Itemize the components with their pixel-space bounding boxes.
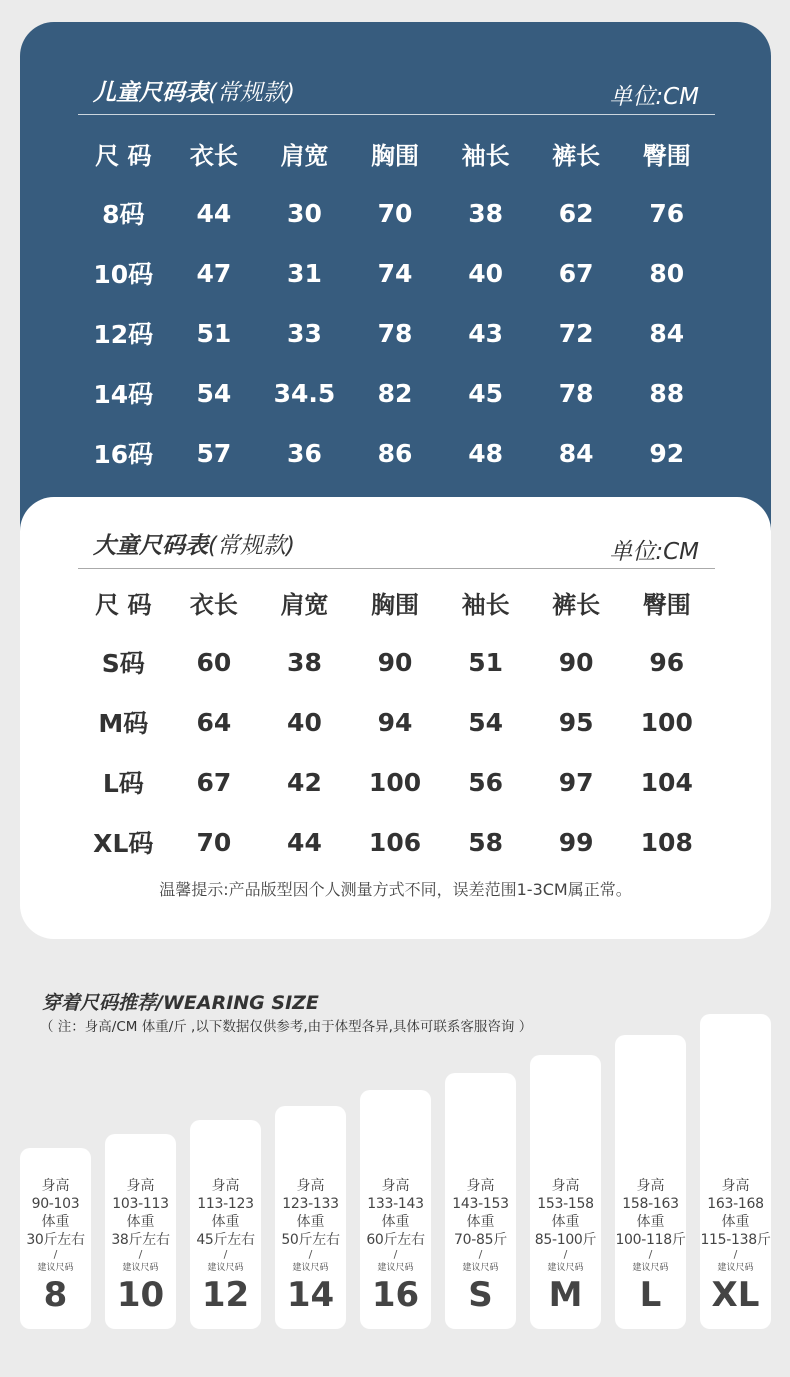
kids-value-cell: 62 — [558, 198, 594, 228]
teen-value-cell: 96 — [649, 647, 685, 677]
separator-slash: / — [138, 1248, 143, 1261]
kids-value-cell: 84 — [649, 318, 685, 348]
teen-value-cell: 99 — [558, 827, 594, 857]
kids-value-cell: 92 — [649, 438, 685, 468]
kids-table-unit: 单位:CM — [609, 84, 699, 110]
teen-value-cell: 100 — [368, 767, 422, 797]
teen-table-row — [78, 692, 712, 752]
height-range: 143-153 — [452, 1196, 509, 1212]
teen-value-cell: 106 — [368, 827, 422, 857]
kids-table-row — [78, 423, 712, 483]
kids-header-cell: 胸围 — [371, 141, 420, 170]
kids-table-row — [78, 363, 712, 423]
weight-label: 体重 — [296, 1214, 325, 1230]
teen-value-cell: 108 — [640, 827, 693, 857]
teen-value-cell: 94 — [377, 707, 413, 737]
kids-value-cell: 45 — [468, 378, 503, 408]
recommended-size: 16 — [371, 1275, 420, 1315]
kids-size-cell: 16码 — [93, 440, 154, 469]
kids-size-panel — [20, 22, 771, 552]
teen-value-cell: 51 — [468, 647, 503, 677]
recommended-size: 8 — [43, 1275, 68, 1315]
weight-range: 38斤左右 — [111, 1232, 170, 1248]
teen-header-cell: 尺 码 — [95, 590, 152, 619]
teen-value-cell: 67 — [196, 767, 232, 797]
weight-label: 体重 — [126, 1214, 155, 1230]
weight-label: 体重 — [381, 1214, 410, 1230]
kids-value-cell: 44 — [196, 198, 232, 228]
height-label: 身高 — [296, 1178, 325, 1194]
kids-value-cell: 78 — [558, 378, 594, 408]
recommended-size: 10 — [116, 1275, 165, 1315]
teen-value-cell: 90 — [377, 647, 413, 677]
teen-value-cell: 90 — [558, 647, 594, 677]
kids-value-cell: 33 — [287, 318, 322, 348]
height-range: 90-103 — [31, 1196, 80, 1212]
weight-range: 30斤左右 — [26, 1232, 85, 1248]
kids-value-cell: 40 — [468, 258, 503, 288]
teen-header-cell: 肩宽 — [280, 590, 329, 619]
teen-value-cell: 70 — [196, 827, 232, 857]
wearing-size-note: （ 注：身高/CM 体重/斤 ,以下数据仅供参考,由于体型各异,具体可联系客服咨询 ） — [40, 1019, 533, 1035]
kids-value-cell: 30 — [287, 198, 322, 228]
teen-table-row — [78, 632, 712, 692]
height-range: 113-123 — [197, 1196, 254, 1212]
kids-value-cell: 80 — [649, 258, 685, 288]
teen-size-cell: XL码 — [93, 829, 154, 858]
kids-value-cell: 82 — [377, 378, 413, 408]
weight-label: 体重 — [211, 1214, 240, 1230]
kids-header-cell: 肩宽 — [280, 141, 329, 170]
kids-value-cell: 78 — [377, 318, 413, 348]
kids-value-cell: 84 — [558, 438, 594, 468]
weight-range: 50斤左右 — [281, 1232, 340, 1248]
recommended-size-label: 建议尺码 — [207, 1263, 244, 1273]
kids-value-cell: 74 — [377, 258, 413, 288]
measurement-tip: 温馨提示:产品版型因个人测量方式不同，误差范围1-3CM属正常。 — [159, 880, 632, 899]
kids-header-row — [78, 123, 712, 183]
wearing-size-title: 穿着尺码推荐/WEARING SIZE — [42, 992, 319, 1014]
teen-value-cell: 100 — [640, 707, 693, 737]
kids-value-cell: 38 — [468, 198, 503, 228]
recommended-size-label: 建议尺码 — [122, 1263, 159, 1273]
height-label: 身高 — [721, 1178, 750, 1194]
kids-value-cell: 36 — [287, 438, 322, 468]
height-label: 身高 — [636, 1178, 665, 1194]
recommended-size-label: 建议尺码 — [377, 1263, 414, 1273]
kids-header-cell: 尺 码 — [95, 141, 152, 170]
recommended-size: 12 — [201, 1275, 250, 1315]
teen-value-cell: 64 — [196, 707, 232, 737]
kids-value-cell: 72 — [558, 318, 594, 348]
kids-value-cell: 43 — [468, 318, 503, 348]
kids-table-row — [78, 243, 712, 303]
size-card — [530, 1055, 601, 1329]
teen-value-cell: 97 — [558, 767, 594, 797]
separator-slash: / — [563, 1248, 568, 1261]
teen-table-title: 大童尺码表(常规款) — [93, 533, 295, 559]
teen-size-cell: M码 — [98, 709, 149, 738]
recommended-size: 14 — [286, 1275, 335, 1315]
teen-header-cell: 袖长 — [461, 590, 510, 619]
kids-value-cell: 31 — [287, 258, 322, 288]
weight-range: 100-118斤 — [615, 1232, 686, 1248]
weight-label: 体重 — [551, 1214, 580, 1230]
teen-value-cell: 38 — [287, 647, 322, 677]
height-range: 153-158 — [537, 1196, 594, 1212]
size-card — [360, 1090, 431, 1329]
recommended-size: L — [639, 1275, 662, 1315]
height-label: 身高 — [126, 1178, 155, 1194]
height-range: 158-163 — [622, 1196, 679, 1212]
separator-slash: / — [733, 1248, 738, 1261]
teen-table-row — [78, 752, 712, 812]
kids-value-cell: 34.5 — [273, 378, 336, 408]
recommended-size: S — [468, 1275, 493, 1315]
kids-size-cell: 10码 — [93, 260, 154, 289]
size-card — [190, 1120, 261, 1329]
teen-header-cell: 臀围 — [642, 590, 691, 619]
height-range: 103-113 — [112, 1196, 169, 1212]
recommended-size-label: 建议尺码 — [462, 1263, 499, 1273]
recommended-size: XL — [711, 1275, 760, 1315]
recommended-size: M — [548, 1275, 583, 1315]
teen-value-cell: 42 — [287, 767, 322, 797]
recommended-size-label: 建议尺码 — [632, 1263, 669, 1273]
kids-value-cell: 51 — [196, 318, 232, 348]
kids-value-cell: 70 — [377, 198, 413, 228]
kids-size-cell: 14码 — [93, 380, 154, 409]
height-label: 身高 — [211, 1178, 240, 1194]
kids-size-cell: 8码 — [102, 200, 145, 229]
teen-value-cell: 60 — [196, 647, 232, 677]
weight-range: 70-85斤 — [454, 1232, 507, 1248]
size-card — [275, 1106, 346, 1329]
teen-size-cell: L码 — [102, 769, 144, 798]
kids-value-cell: 76 — [649, 198, 685, 228]
recommended-size-label: 建议尺码 — [547, 1263, 584, 1273]
teen-table-row — [78, 812, 712, 872]
size-card — [700, 1014, 771, 1329]
teen-size-panel — [20, 497, 771, 939]
teen-table-divider — [78, 568, 715, 569]
kids-value-cell: 67 — [558, 258, 594, 288]
weight-label: 体重 — [636, 1214, 665, 1230]
kids-value-cell: 48 — [468, 438, 503, 468]
height-range: 133-143 — [367, 1196, 424, 1212]
separator-slash: / — [648, 1248, 653, 1261]
kids-value-cell: 88 — [649, 378, 685, 408]
size-card — [445, 1073, 516, 1329]
kids-size-cell: 12码 — [93, 320, 154, 349]
teen-header-cell: 裤长 — [552, 590, 601, 619]
weight-label: 体重 — [41, 1214, 70, 1230]
size-card — [615, 1035, 686, 1329]
separator-slash: / — [478, 1248, 483, 1261]
recommended-size-label: 建议尺码 — [37, 1263, 74, 1273]
teen-value-cell: 56 — [468, 767, 503, 797]
kids-value-cell: 86 — [377, 438, 413, 468]
teen-value-cell: 95 — [558, 707, 594, 737]
height-range: 163-168 — [707, 1196, 764, 1212]
separator-slash: / — [53, 1248, 58, 1261]
teen-size-table — [78, 572, 712, 872]
weight-range: 60斤左右 — [366, 1232, 425, 1248]
teen-header-cell: 衣长 — [189, 590, 238, 619]
kids-value-cell: 57 — [196, 438, 232, 468]
height-range: 123-133 — [282, 1196, 339, 1212]
height-label: 身高 — [41, 1178, 70, 1194]
kids-header-cell: 臀围 — [642, 141, 691, 170]
separator-slash: / — [223, 1248, 228, 1261]
kids-table-row — [78, 183, 712, 243]
teen-header-row — [78, 572, 712, 632]
height-label: 身高 — [466, 1178, 495, 1194]
weight-label: 体重 — [721, 1214, 750, 1230]
height-label: 身高 — [551, 1178, 580, 1194]
kids-value-cell: 47 — [196, 258, 232, 288]
separator-slash: / — [308, 1248, 313, 1261]
size-card — [105, 1134, 176, 1329]
teen-table-unit: 单位:CM — [609, 539, 699, 565]
weight-range: 115-138斤 — [700, 1232, 771, 1248]
separator-slash: / — [393, 1248, 398, 1261]
kids-header-cell: 裤长 — [552, 141, 601, 170]
teen-size-cell: S码 — [101, 649, 145, 678]
teen-value-cell: 54 — [468, 707, 503, 737]
kids-table-row — [78, 303, 712, 363]
teen-value-cell: 58 — [468, 827, 503, 857]
recommended-size-label: 建议尺码 — [717, 1263, 754, 1273]
teen-value-cell: 104 — [640, 767, 693, 797]
teen-value-cell: 44 — [287, 827, 322, 857]
kids-value-cell: 54 — [196, 378, 232, 408]
weight-range: 45斤左右 — [196, 1232, 255, 1248]
teen-header-cell: 胸围 — [371, 590, 420, 619]
kids-header-cell: 袖长 — [461, 141, 510, 170]
size-card — [20, 1148, 91, 1329]
teen-value-cell: 40 — [287, 707, 322, 737]
kids-size-table — [78, 123, 712, 483]
weight-label: 体重 — [466, 1214, 495, 1230]
weight-range: 85-100斤 — [534, 1232, 597, 1248]
kids-header-cell: 衣长 — [189, 141, 238, 170]
kids-table-title: 儿童尺码表(常规款) — [93, 80, 295, 106]
height-label: 身高 — [381, 1178, 410, 1194]
recommended-size-label: 建议尺码 — [292, 1263, 329, 1273]
kids-table-divider — [78, 114, 715, 115]
